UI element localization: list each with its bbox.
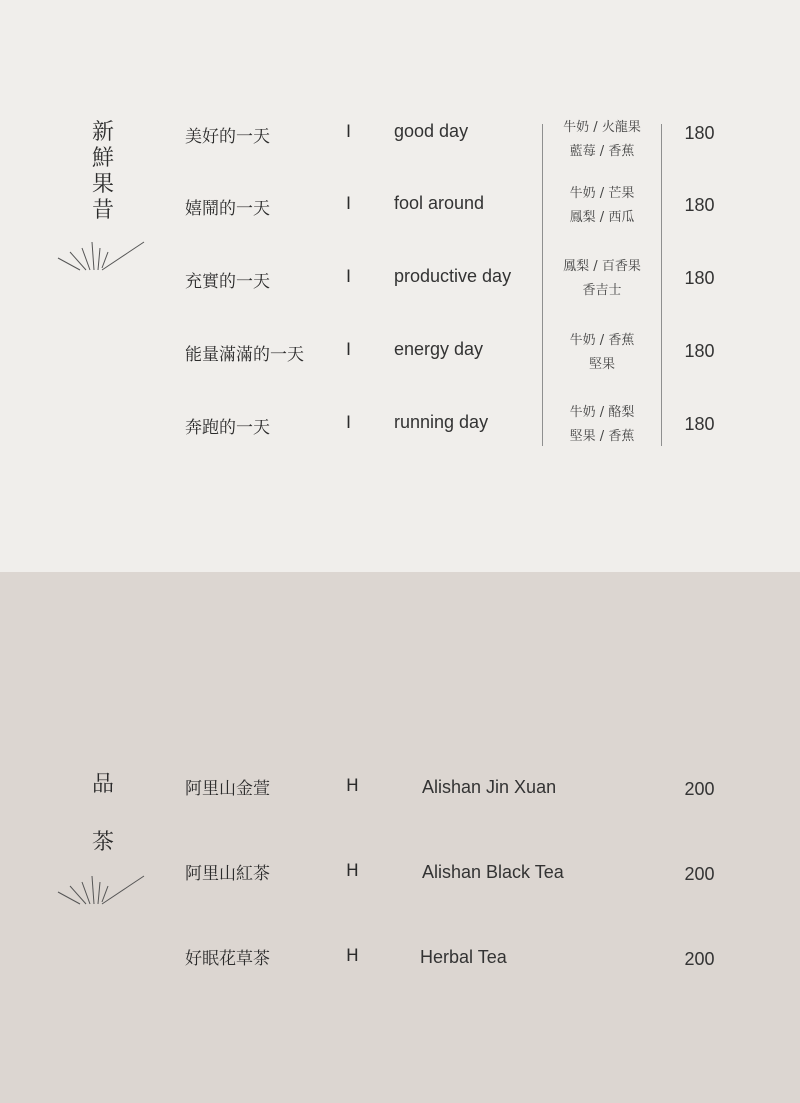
ingredients-line-2: 藍莓 / 香蕉 — [569, 144, 635, 159]
ingredients-line-1: 牛奶 / 香蕉 — [569, 333, 635, 348]
item-name-en: fool around — [394, 193, 485, 213]
menu-row — [0, 334, 800, 374]
item-price: 180 — [684, 268, 715, 288]
ingredients-line-2: 鳳梨 / 西瓜 — [569, 210, 635, 225]
item-name-en: Herbal Tea — [420, 947, 507, 967]
item-price: 180 — [684, 341, 715, 361]
ingredients-line-1: 牛奶 / 火龍果 — [563, 120, 641, 135]
item-price: 180 — [684, 123, 715, 143]
separator: I — [346, 194, 352, 214]
menu-row — [0, 407, 800, 447]
ingredients-line-1: 牛奶 / 酪梨 — [569, 405, 635, 420]
smoothie-section-title: 新鮮果昔 — [91, 120, 114, 223]
item-name-zh: 阿里山紅茶 — [185, 864, 270, 884]
item-name-en: Alishan Jin Xuan — [422, 777, 557, 797]
ingredients-line-2: 堅果 — [588, 357, 615, 372]
menu-row — [0, 188, 800, 228]
item-price: 200 — [684, 864, 715, 884]
ingredients-line-1: 牛奶 / 芒果 — [569, 186, 635, 201]
item-price: 180 — [684, 414, 715, 434]
menu-row — [0, 942, 800, 982]
menu-row — [0, 772, 800, 812]
separator: I — [346, 413, 352, 433]
item-price: 200 — [684, 779, 715, 799]
item-name-zh: 嬉鬧的一天 — [185, 199, 270, 219]
item-name-en: energy day — [394, 339, 484, 359]
tea-section-title-1: 品 — [91, 772, 114, 797]
separator: I — [346, 340, 352, 360]
item-name-zh: 美好的一天 — [185, 127, 270, 147]
separator: H — [346, 946, 359, 966]
item-name-en: Alishan Black Tea — [422, 862, 564, 882]
item-name-zh: 充實的一天 — [185, 272, 270, 292]
separator: H — [346, 861, 359, 881]
ingredients — [548, 255, 656, 303]
separator: I — [346, 267, 352, 287]
item-name-zh: 阿里山金萱 — [185, 779, 270, 799]
item-name-en: productive day — [394, 266, 512, 286]
separator: I — [346, 122, 352, 142]
item-name-en: running day — [394, 412, 489, 432]
ingredients-line-2: 堅果 / 香蕉 — [569, 429, 635, 444]
ingredients — [548, 329, 656, 377]
menu-row — [0, 116, 800, 159]
ingredients-line-2: 香吉士 — [582, 283, 622, 298]
menu-row — [0, 261, 800, 301]
item-name-en: good day — [394, 121, 469, 141]
menu-row — [0, 857, 800, 897]
item-name-zh: 奔跑的一天 — [185, 418, 270, 438]
tea-section — [0, 572, 800, 1103]
ingredients — [548, 401, 656, 449]
item-name-zh: 能量滿滿的一天 — [185, 345, 304, 365]
item-name-zh: 好眠花草茶 — [185, 949, 270, 969]
item-price: 200 — [684, 949, 715, 969]
item-price: 180 — [684, 195, 715, 215]
ingredients-line-1: 鳳梨 / 百香果 — [563, 259, 641, 274]
ingredients — [548, 182, 656, 230]
separator: H — [346, 776, 359, 796]
ingredients — [548, 116, 656, 164]
tea-section-title-2: 茶 — [91, 830, 114, 855]
